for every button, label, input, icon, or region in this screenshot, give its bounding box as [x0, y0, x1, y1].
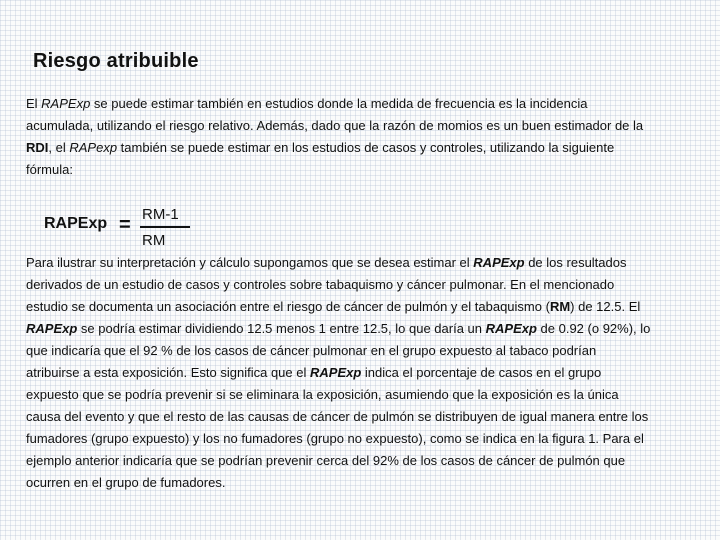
text-run: derivados de un estudio de casos y controles sobre tabaquismo y cáncer pulmonar. En el mencionado — [26, 277, 615, 292]
emphasized-term: RM — [549, 299, 571, 314]
text-line — [26, 296, 706, 318]
text-line — [26, 428, 706, 450]
emphasized-term: RDI — [26, 140, 49, 155]
text-line — [26, 318, 706, 340]
text-line — [26, 384, 706, 406]
formula-lhs: RAPExp — [44, 215, 108, 232]
text-line — [26, 340, 706, 362]
text-run: estudio se documenta un asociación entre el riesgo de cáncer de pulmón y el tabaquismo ( — [26, 299, 550, 314]
text-run: acumulada, utilizando el riesgo relativo. Además, dado que la razón de momios es un buen estimador de la — [26, 118, 644, 133]
emphasized-term: RAPExp — [485, 321, 537, 336]
emphasized-term: RAPExp — [310, 365, 362, 380]
text-run: El — [26, 96, 42, 111]
text-run: de los resultados — [524, 255, 627, 270]
formula-numerator: RM-1 — [142, 206, 179, 223]
text-run: se podría estimar dividiendo 12.5 menos 1 entre 12.5, lo que daría un — [77, 321, 486, 336]
rapexp-formula — [44, 205, 204, 253]
text-run: también se puede estimar en los estudios de casos y controles, utilizando la siguiente — [117, 140, 615, 155]
emphasized-term: RAPexp — [69, 140, 118, 155]
text-line — [26, 252, 706, 274]
example-paragraph — [26, 252, 706, 494]
text-run: , el — [48, 140, 70, 155]
formula-denominator: RM — [142, 232, 166, 249]
text-run: indica el porcentaje de casos en el grupo — [361, 365, 602, 380]
text-line — [26, 274, 706, 296]
text-run: de 0.92 (o 92%), lo — [536, 321, 651, 336]
text-line — [26, 93, 706, 115]
text-line — [26, 362, 706, 384]
emphasized-term: RAPExp — [26, 321, 78, 336]
text-run: causa del evento y que el resto de las causas de cáncer de pulmón se distribuyen de igual manera entre los — [26, 409, 649, 424]
intro-paragraph — [26, 93, 706, 181]
text-run: ) de 12.5. El — [570, 299, 641, 314]
text-run: se puede estimar también en estudios donde la medida de frecuencia es la incidencia — [90, 96, 588, 111]
emphasized-term: RAPExp — [41, 96, 91, 111]
text-line — [26, 159, 706, 181]
fraction-bar — [140, 226, 190, 228]
formula-equals-sign: = — [119, 214, 131, 236]
text-run: Para ilustrar su interpretación y cálculo supongamos que se desea estimar el — [26, 255, 474, 270]
text-run: atribuirse a esta exposición. Esto significa que el — [26, 365, 310, 380]
text-run: fórmula: — [26, 162, 73, 177]
text-run: ocurren en el grupo de fumadores. — [26, 475, 226, 490]
text-line — [26, 115, 706, 137]
text-line — [26, 137, 706, 159]
text-run: ejemplo anterior indicaría que se podrían prevenir cerca del 92% de los casos de cáncer de pulmón que — [26, 453, 626, 468]
slide-title: Riesgo atribuible — [33, 50, 199, 72]
text-line — [26, 450, 706, 472]
text-run: fumadores (grupo expuesto) y los no fumadores (grupo no expuesto), como se indica en la figura 1. Para el — [26, 431, 644, 446]
text-line — [26, 406, 706, 428]
text-run: expuesto que se podría prevenir si se eliminara la exposición, asumiendo que la exposición es la única — [26, 387, 619, 402]
text-line — [26, 472, 706, 494]
text-run: que indicaría que el 92 % de los casos de cáncer pulmonar en el grupo expuesto al tabaco podrían — [26, 343, 597, 358]
emphasized-term: RAPExp — [473, 255, 525, 270]
